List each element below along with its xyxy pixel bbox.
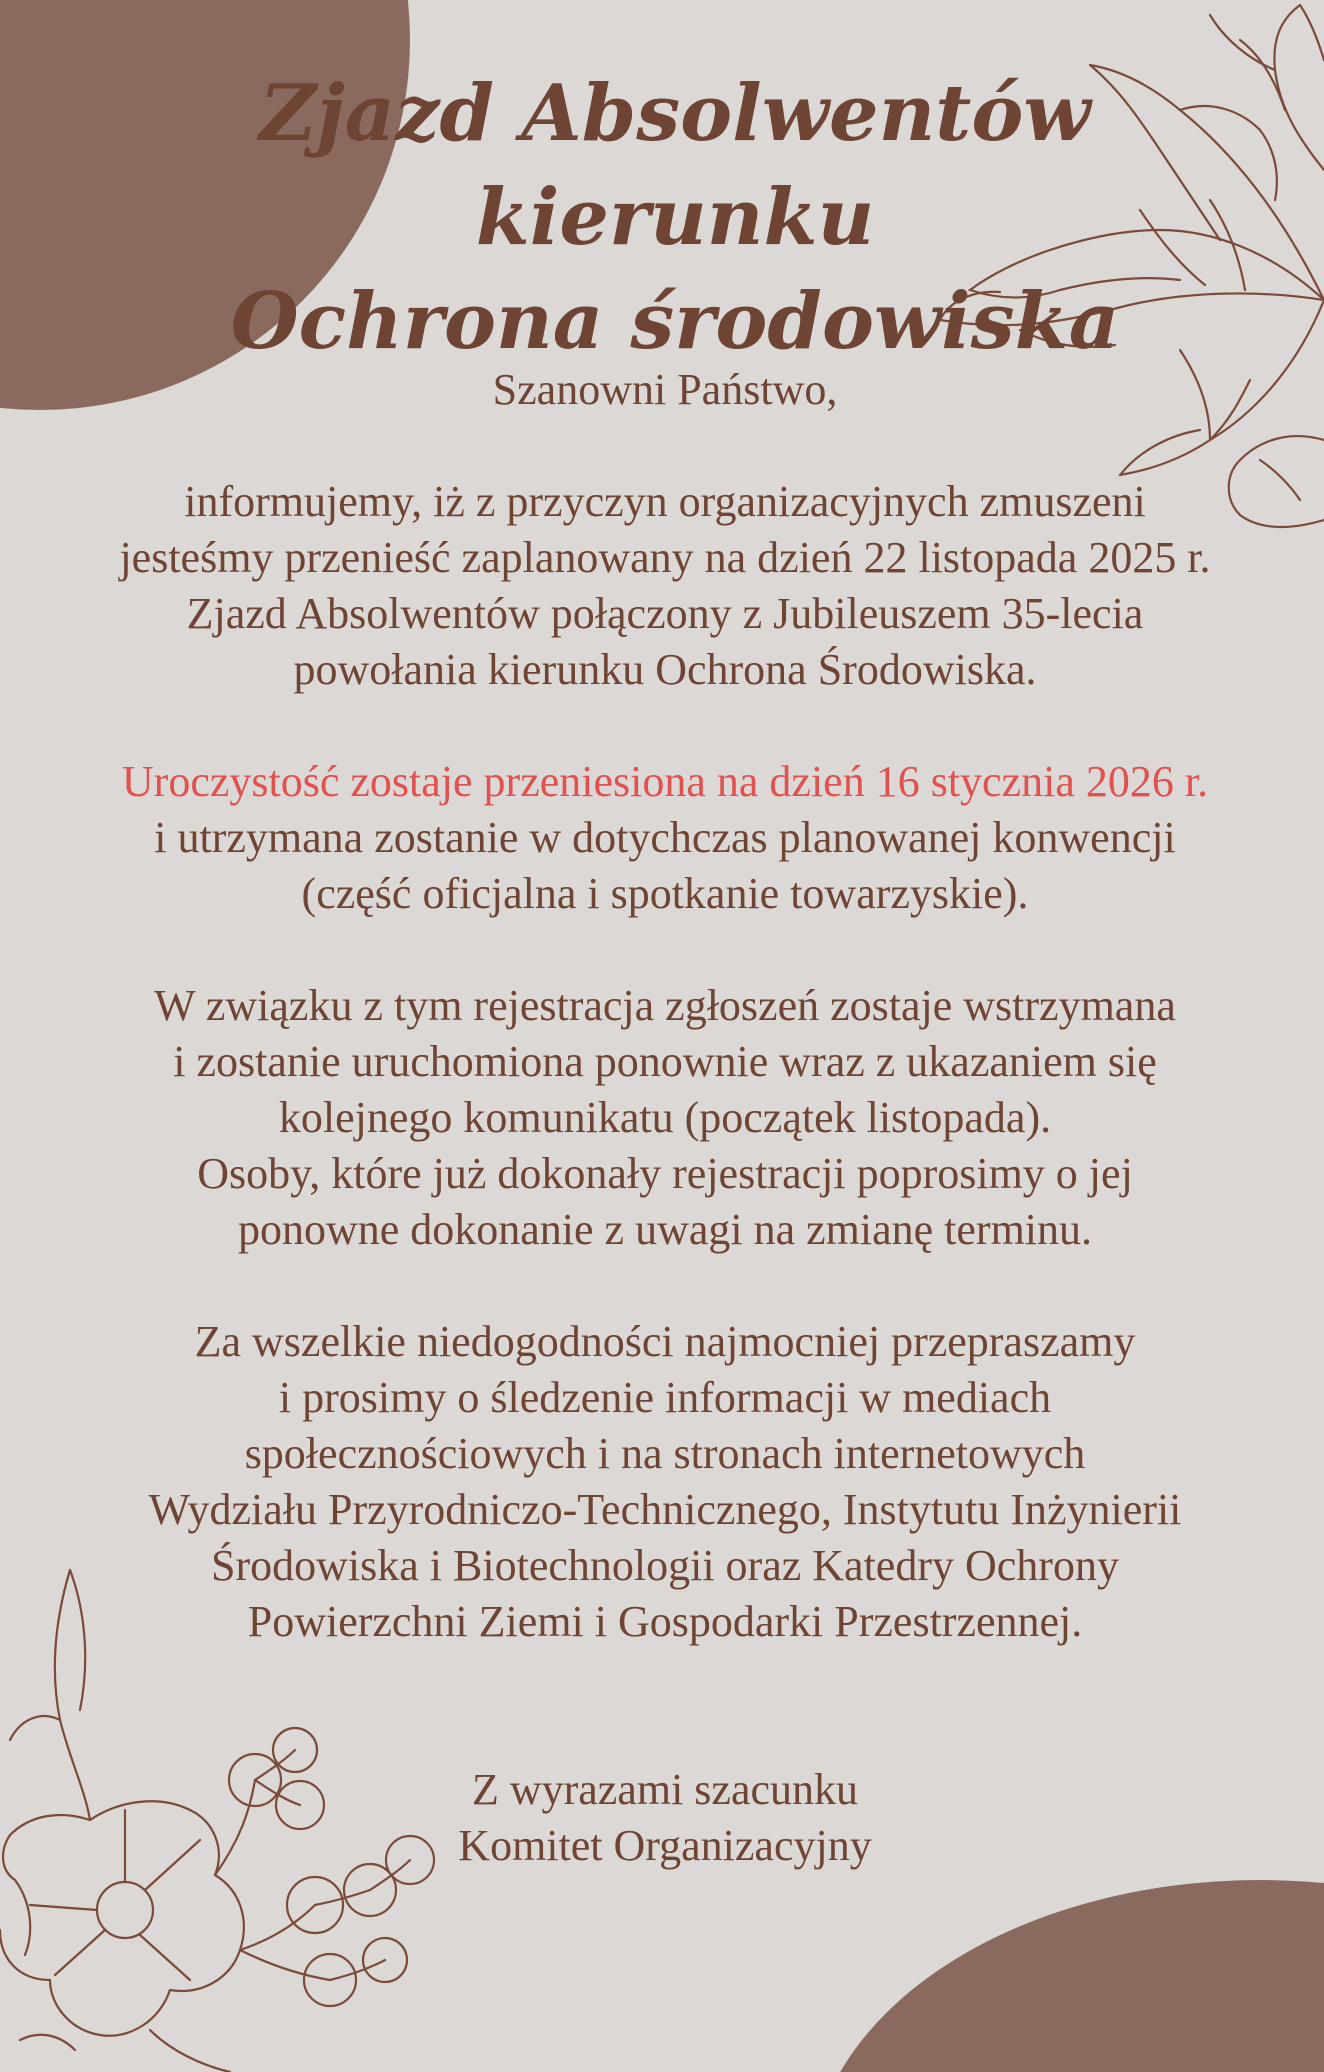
title-line-1: Zjazd Absolwentów kierunku (259, 68, 1091, 263)
text-line: Zjazd Absolwentów połączony z Jubileuszem 35-lecia (186, 589, 1144, 638)
text-line: Wydziału Przyrodniczo-Technicznego, Instytutu Inżynierii (148, 1485, 1182, 1534)
text-line: i zostanie uruchomiona ponownie wraz z ukazaniem się (173, 1037, 1157, 1086)
text-line: Osoby, które już dokonały rejestracji poprosimy o jej (197, 1149, 1133, 1198)
new-date-highlight: Uroczystość zostaje przeniesiona na dzień 16 stycznia 2026 r. (121, 757, 1209, 806)
text-line: informujemy, iż z przyczyn organizacyjnych zmuszeni (184, 477, 1146, 526)
salutation: Szanowni Państwo, (492, 365, 838, 414)
paragraph-postponement-info (10, 474, 1320, 698)
text-line: Powierzchni Ziemi i Gospodarki Przestrzennej. (247, 1597, 1083, 1646)
decorative-corner-shape-bottom-right (810, 1880, 1324, 2072)
text-line: społecznościowych i na stronach internetowych (244, 1429, 1086, 1478)
text-line: kolejnego komunikatu (początek listopada). (278, 1093, 1052, 1142)
announcement-body (10, 362, 1320, 1874)
text-line: i utrzymana zostanie w dotychczas planowanej konwencji (154, 813, 1176, 862)
signoff-line-1: Z wyrazami szacunku (471, 1765, 859, 1814)
text-line: (część oficjalna i spotkanie towarzyskie). (301, 869, 1029, 918)
text-line: jesteśmy przenieść zaplanowany na dzień 22 listopada 2025 r. (119, 533, 1211, 582)
signoff (10, 1762, 1320, 1874)
text-line: i prosimy o śledzenie informacji w mediach (278, 1373, 1052, 1422)
paragraph-new-date (10, 754, 1320, 922)
signoff-line-2: Komitet Organizacyjny (458, 1821, 872, 1870)
text-line: W związku z tym rejestracja zgłoszeń zostaje wstrzymana (154, 981, 1176, 1030)
paragraph-registration (10, 978, 1320, 1258)
text-line: ponowne dokonanie z uwagi na zmianę terminu. (237, 1205, 1093, 1254)
paragraph-apology (10, 1314, 1320, 1650)
text-line: Środowiska i Biotechnologii oraz Katedry Ochrony (211, 1541, 1119, 1590)
text-line: powołania kierunku Ochrona Środowiska. (293, 645, 1037, 694)
text-line: Za wszelkie niedogodności najmocniej przepraszamy (194, 1317, 1136, 1366)
title-line-2: Ochrona środowiska (230, 276, 1120, 367)
page-title (180, 62, 1170, 374)
